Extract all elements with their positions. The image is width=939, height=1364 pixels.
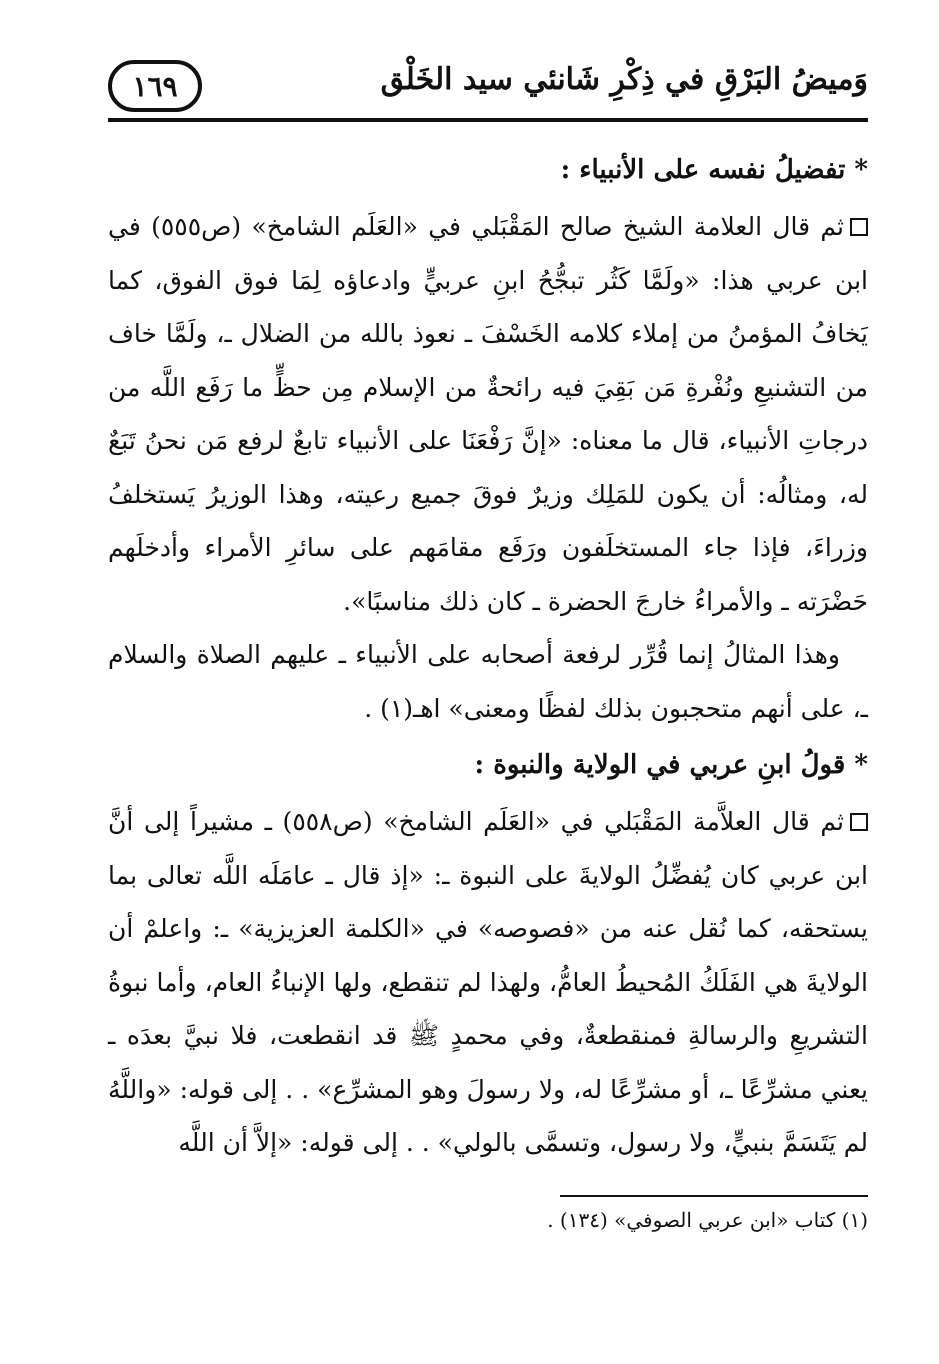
page-body (108, 140, 868, 1170)
header-rule (108, 118, 868, 122)
section-heading-2: * قولُ ابنِ عربي في الولاية والنبوة : (474, 750, 868, 780)
running-title: وَميضُ البَرْقِ في ذِكْرِ شَانئي سيد الخَلْق (380, 62, 868, 97)
square-bullet-icon (850, 813, 868, 831)
page-number: ١٦٩ (108, 60, 202, 112)
paragraph-2: وهذا المثالُ إنما قُرِّر لرفعة أصحابه على الأنبياء ـ عليهم الصلاة والسلام ـ، على أنهم متحجبون بذلك لفظًا ومعنى» اهـ(١) . (108, 640, 868, 723)
footnote: (١) كتاب «ابن عربي الصوفي» (١٣٤) . (547, 1208, 868, 1232)
page-header (108, 58, 868, 124)
paragraph-1 (108, 200, 868, 628)
paragraph-1-text: ثم قال العلامة الشيخ صالح المَقْبَلي في «العَلَم الشامخ» (ص٥٥٥) في ابن عربي هذا: «ولَمَّا كَثُر تبجُّحُ ابنِ عربيٍّ وادعاؤه لِمَا فوق الفوق، كما يَخافُ المؤمنُ من إملاء كلامه الخَسْفَ ـ نعوذ بالله من الضلال ـ، ولَمَّا خاف من التشنيعِ ونُفْرةِ مَن بَقِيَ فيه رائحةٌ من الإسلام مِن حظٍّ ما رَفَع اللَّه من درجاتِ الأنبياء، قال ما معناه: «إنَّ رَفْعَنَا على الأنبياء تابعٌ لرفع مَن نحنُ تَبَعٌ له، ومثالُه: أن يكون للمَلِك وزيرٌ فوقَ جميع رعيته، وهذا الوزيرُ يَستخلفُ وزراءَ، فإذا جاء المستخلَفون ورَفَع مقامَهم على سائرِ الأمراء وأدخلَهم حَضْرَته ـ والأمراءُ خارجَ الحضرة ـ كان ذلك مناسبًا». (108, 212, 868, 616)
footnote-rule (560, 1195, 868, 1197)
paragraph-3 (108, 795, 868, 1170)
square-bullet-icon (850, 218, 868, 236)
section-heading-1: * تفضيلُ نفسه على الأنبياء : (560, 155, 868, 185)
paragraph-3-text: ثم قال العلاَّمة المَقْبَلي في «العَلَم الشامخ» (ص٥٥٨) ـ مشيراً إلى أنَّ ابن عربي كان يُفضِّلُ الولايةَ على النبوة ـ: «إذ قال ـ عامَلَه اللَّه تعالى بما يستحقه، كما نُقل عنه من «فصوصه» في «الكلمة العزيزية» ـ: واعلمْ أن الولايةَ هي الفَلَكُ المُحيطُ العامُّ، ولهذا لم تنقطع، ولها الإنباءُ العام، وأما نبوةُ التشريعِ والرسالةِ فمنقطعةٌ، وفي محمدٍ ﷺ قد انقطعت، فلا نبيَّ بعدَه ـ يعني مشرِّعًا ـ، أو مشرِّعًا له، ولا رسولَ وهو المشرِّع» . . إلى قوله: «واللَّهُ لم يَتَسَمَّ بنبيٍّ، ولا رسول، وتسمَّى بالولي» . . إلى قوله: «إلاَّ أن اللَّه (108, 807, 868, 1157)
